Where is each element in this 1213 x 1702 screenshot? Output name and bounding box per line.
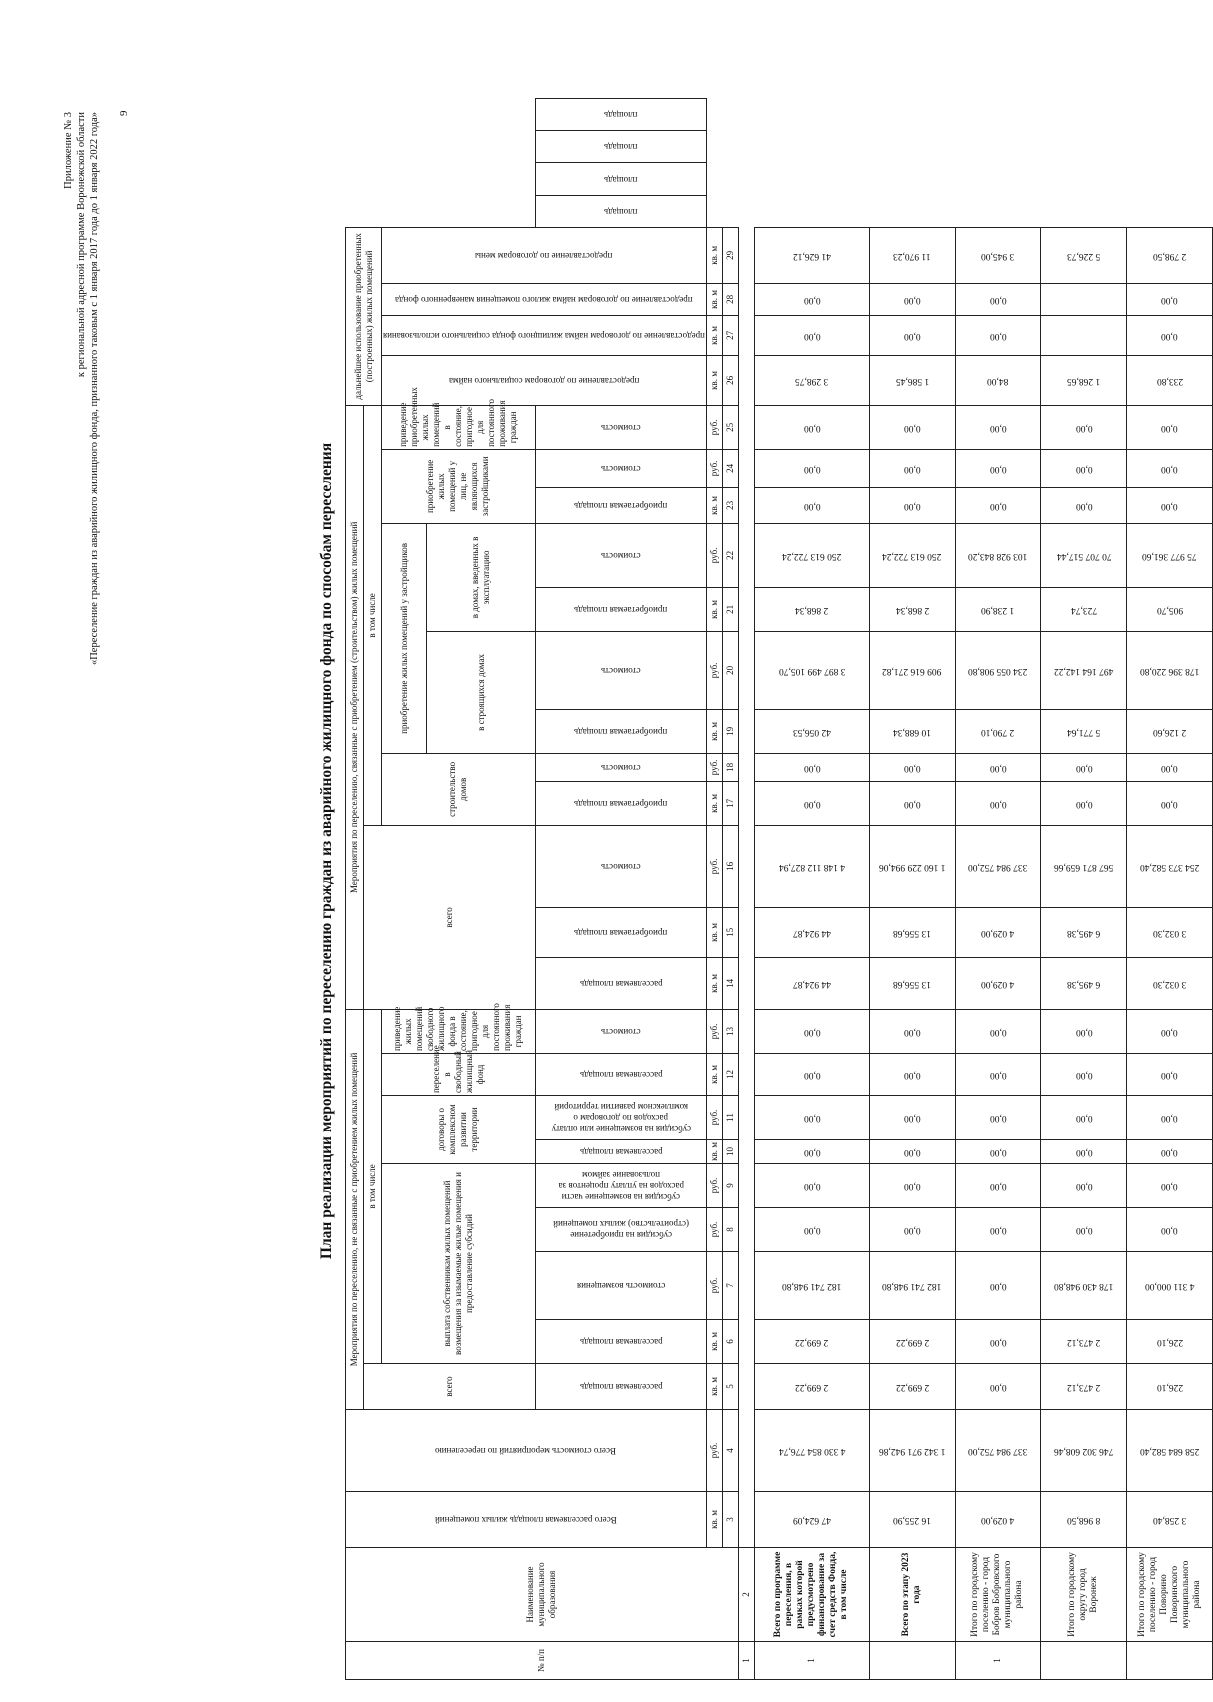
sub-c26: площадь <box>535 195 706 227</box>
sub-c22: стоимость <box>535 523 706 587</box>
row-number: 1 <box>755 1642 869 1680</box>
row-number: 1 <box>955 1642 1041 1680</box>
value-cell: 0,00 <box>1041 1140 1127 1164</box>
sub-c29: площадь <box>535 99 706 131</box>
header-purchase-persons: приобретение жилых помещений у лиц, не являющихся застройщиками <box>382 449 536 523</box>
value-cell: 10 688,34 <box>869 709 955 753</box>
column-number: 23 <box>722 487 738 523</box>
value-cell: 0,00 <box>1041 405 1127 449</box>
unit-c25: руб. <box>706 405 722 449</box>
unit-c29: кв. м <box>706 227 722 283</box>
value-cell: 4 330 854 776,74 <box>755 1410 869 1492</box>
sub-c28: площадь <box>535 131 706 163</box>
unit-c27: кв. м <box>706 315 722 355</box>
value-cell: 0,00 <box>1127 1054 1213 1096</box>
value-cell: 0,00 <box>755 1096 869 1140</box>
value-cell: 0,00 <box>755 753 869 781</box>
page-number: 9 <box>118 110 130 116</box>
sub-c17: приобретаемая площадь <box>535 781 706 825</box>
value-cell: 0,00 <box>955 487 1041 523</box>
value-cell: 258 684 582,40 <box>1127 1410 1213 1492</box>
column-number: 20 <box>722 631 738 709</box>
value-cell: 16 255,90 <box>869 1492 955 1548</box>
column-number: 19 <box>722 709 738 753</box>
column-number: 4 <box>722 1410 738 1492</box>
sub-c25: стоимость <box>535 405 706 449</box>
value-cell: 5 226,73 <box>1041 227 1127 283</box>
column-number: 8 <box>722 1208 738 1252</box>
value-cell: 0,00 <box>1041 1009 1127 1053</box>
value-cell: 0,00 <box>869 1096 955 1140</box>
column-number: 6 <box>722 1320 738 1364</box>
column-number: 28 <box>722 283 738 315</box>
value-cell: 0,00 <box>755 449 869 487</box>
column-number: 15 <box>722 907 738 957</box>
value-cell: 3 258,40 <box>1127 1492 1213 1548</box>
value-cell: 4 029,00 <box>955 907 1041 957</box>
value-cell: 2 699,22 <box>869 1320 955 1364</box>
value-cell: 233,80 <box>1127 355 1213 405</box>
unit-c13: руб. <box>706 1009 722 1053</box>
value-cell: 182 741 948,80 <box>755 1252 869 1320</box>
value-cell: 0,00 <box>755 405 869 449</box>
value-cell: 11 970,23 <box>869 227 955 283</box>
value-cell: 1 342 971 942,86 <box>869 1410 955 1492</box>
value-cell: 0,00 <box>869 315 955 355</box>
value-cell: 0,00 <box>955 1054 1041 1096</box>
value-cell: 2 473,12 <box>1041 1364 1127 1410</box>
value-cell: 4 311 000,00 <box>1127 1252 1213 1320</box>
value-cell: 1 238,90 <box>955 587 1041 631</box>
unit-c12: кв. м <box>706 1054 722 1096</box>
header-municipality: Наименование муниципального образования <box>346 1548 739 1642</box>
header-bring-purchased: приведение приобретенных жилых помещений в состояние, пригодное для постоянного проживания граждан <box>382 405 536 449</box>
value-cell: 0,00 <box>1127 449 1213 487</box>
appendix-header <box>62 112 101 1012</box>
unit-c8: руб. <box>706 1208 722 1252</box>
sub-c10: расселяемая площадь <box>535 1140 706 1164</box>
column-number: 9 <box>722 1164 738 1208</box>
sub-c7: стоимость возмещения <box>535 1252 706 1320</box>
sub-c8: субсидия на приобретение (строительство) жилых помещений <box>535 1208 706 1252</box>
sub-c11: субсидия на возмещение или оплату расходов по договорам о комплексном развитии территорий <box>535 1096 706 1140</box>
value-cell <box>1041 315 1127 355</box>
value-cell: 0,00 <box>869 449 955 487</box>
row-number <box>1127 1642 1213 1680</box>
sub-c12: расселяемая площадь <box>535 1054 706 1096</box>
header-related-including: в том числе <box>364 405 382 825</box>
value-cell: 0,00 <box>1127 1140 1213 1164</box>
table-header <box>346 99 739 1680</box>
unit-c14: кв. м <box>706 957 722 1009</box>
sub-c5: расселяемая площадь <box>535 1364 706 1410</box>
value-cell: 0,00 <box>955 781 1041 825</box>
value-cell: 0,00 <box>755 283 869 315</box>
value-cell: 0,00 <box>1127 1164 1213 1208</box>
header-social-lease: предоставление по договорам социального найма <box>382 355 707 405</box>
value-cell: 44 924,87 <box>755 957 869 1009</box>
value-cell: 0,00 <box>1041 1164 1127 1208</box>
value-cell: 723,74 <box>1041 587 1127 631</box>
value-cell: 0,00 <box>869 1164 955 1208</box>
value-cell: 0,00 <box>955 1009 1041 1053</box>
value-cell: 2 473,12 <box>1041 1320 1127 1364</box>
value-cell: 0,00 <box>1127 753 1213 781</box>
value-cell: 0,00 <box>955 1364 1041 1410</box>
value-cell: 84,00 <box>955 355 1041 405</box>
sub-c20: стоимость <box>535 631 706 709</box>
value-cell: 13 556,68 <box>869 957 955 1009</box>
value-cell: 250 613 722,24 <box>869 523 955 587</box>
header-total-cost: Всего стоимость мероприятий по переселению <box>346 1410 707 1492</box>
value-cell: 0,00 <box>1041 1096 1127 1140</box>
value-cell: 2 868,34 <box>869 587 955 631</box>
column-number: 29 <box>722 227 738 283</box>
value-cell: 178 430 948,80 <box>1041 1252 1127 1320</box>
value-cell: 4 148 112 827,94 <box>755 825 869 907</box>
value-cell: 746 302 608,46 <box>1041 1410 1127 1492</box>
municipality-name: Итого по городскому поселению - город Бобров Бобровского муниципального района <box>955 1548 1041 1642</box>
column-number: 12 <box>722 1054 738 1096</box>
value-cell: 0,00 <box>955 1208 1041 1252</box>
value-cell: 0,00 <box>955 449 1041 487</box>
unit-c23: кв. м <box>706 487 722 523</box>
value-cell: 3 945,00 <box>955 227 1041 283</box>
column-number: 25 <box>722 405 738 449</box>
header-related-total: всего <box>364 825 536 1009</box>
value-cell: 0,00 <box>1127 781 1213 825</box>
header-specialized-lease: предоставление по договорам найма жилищного фонда социального использования <box>382 315 707 355</box>
value-cell: 13 556,68 <box>869 907 955 957</box>
value-cell: 567 871 659,66 <box>1041 825 1127 907</box>
value-cell: 4 029,00 <box>955 957 1041 1009</box>
unit-c6: кв. м <box>706 1320 722 1364</box>
municipality-name: Всего по этапу 2023 года <box>869 1548 955 1642</box>
value-cell: 0,00 <box>755 315 869 355</box>
value-cell: 2 699,22 <box>755 1364 869 1410</box>
value-cell: 5 771,64 <box>1041 709 1127 753</box>
sub-c18: стоимость <box>535 753 706 781</box>
value-cell: 0,00 <box>755 1164 869 1208</box>
value-cell: 0,00 <box>1041 449 1127 487</box>
appendix-line-1: Приложение № 3 <box>63 112 74 189</box>
column-number: 18 <box>722 753 738 781</box>
value-cell: 70 707 517,44 <box>1041 523 1127 587</box>
value-cell: 3 032,30 <box>1127 907 1213 957</box>
value-cell: 0,00 <box>869 1009 955 1053</box>
value-cell: 0,00 <box>755 1140 869 1164</box>
header-in-operation: в домах, введенных в эксплуатацию <box>427 523 535 631</box>
header-not-related: Мероприятия по переселению, не связанные с приобретением жилых помещений <box>346 1009 364 1409</box>
value-cell: 0,00 <box>1127 283 1213 315</box>
unit-c26: кв. м <box>706 355 722 405</box>
value-cell: 0,00 <box>955 1140 1041 1164</box>
unit-c11: руб. <box>706 1096 722 1140</box>
value-cell: 0,00 <box>1041 1208 1127 1252</box>
value-cell: 0,00 <box>869 1140 955 1164</box>
value-cell: 0,00 <box>869 283 955 315</box>
value-cell: 2 699,22 <box>869 1364 955 1410</box>
value-cell: 0,00 <box>955 1164 1041 1208</box>
sub-c21: приобретаемая площадь <box>535 587 706 631</box>
municipality-name: Всего по программе переселения, в рамках которой предусмотрено финансирование за счет средств Фонда, в том числе <box>755 1548 869 1642</box>
value-cell: 0,00 <box>1041 753 1127 781</box>
value-cell: 75 977 361,60 <box>1127 523 1213 587</box>
sub-c14: расселяемая площадь <box>535 957 706 1009</box>
table-row <box>1127 99 1213 1680</box>
value-cell: 0,00 <box>869 405 955 449</box>
value-cell: 0,00 <box>1127 1096 1213 1140</box>
value-cell: 182 741 948,80 <box>869 1252 955 1320</box>
row-number <box>869 1642 955 1680</box>
value-cell: 42 056,53 <box>755 709 869 753</box>
value-cell: 6 495,38 <box>1041 957 1127 1009</box>
sub-c6: расселяемая площадь <box>535 1320 706 1364</box>
value-cell: 0,00 <box>755 1208 869 1252</box>
municipality-name: Итого по городскому округу город Воронеж <box>1041 1548 1127 1642</box>
value-cell: 0,00 <box>1041 1054 1127 1096</box>
unit-c21: кв. м <box>706 587 722 631</box>
sub-c27: площадь <box>535 163 706 195</box>
value-cell: 0,00 <box>1127 487 1213 523</box>
resettlement-plan-table <box>345 98 1213 1680</box>
column-number: 5 <box>722 1364 738 1410</box>
units-row <box>706 99 722 1680</box>
value-cell: 0,00 <box>955 753 1041 781</box>
sub-c15: приобретаемая площадь <box>535 907 706 957</box>
unit-c5: кв. м <box>706 1364 722 1410</box>
value-cell: 0,00 <box>755 1054 869 1096</box>
value-cell: 0,00 <box>1127 315 1213 355</box>
column-number: 13 <box>722 1009 738 1053</box>
unit-c28: кв. м <box>706 283 722 315</box>
header-compensation: выплата собственникам жилых помещений возмещения за изымаемые жилые помещения и предоставление субсидий <box>382 1164 536 1364</box>
sub-c19: приобретаемая площадь <box>535 709 706 753</box>
value-cell: 41 626,12 <box>755 227 869 283</box>
value-cell: 234 055 908,80 <box>955 631 1041 709</box>
appendix-line-3: «Переселение граждан из аварийного жилищного фонда, признанного таковым с 1 января 2017 года до 1 января 2022 года» <box>89 112 100 666</box>
value-cell: 1 268,65 <box>1041 355 1127 405</box>
value-cell: 0,00 <box>955 405 1041 449</box>
unit-c7: руб. <box>706 1252 722 1320</box>
column-number: 22 <box>722 523 738 587</box>
table-body <box>738 99 1212 1680</box>
value-cell: 226,10 <box>1127 1320 1213 1364</box>
column-number: 3 <box>722 1492 738 1548</box>
value-cell: 3 298,75 <box>755 355 869 405</box>
value-cell: 0,00 <box>955 1096 1041 1140</box>
unit-c18: руб. <box>706 753 722 781</box>
sub-c24: стоимость <box>535 449 706 487</box>
unit-c4: руб. <box>706 1410 722 1492</box>
value-cell <box>1041 283 1127 315</box>
value-cell: 0,00 <box>755 1009 869 1053</box>
value-cell: 178 396 220,80 <box>1127 631 1213 709</box>
table-row <box>869 99 955 1680</box>
unit-c15: кв. м <box>706 907 722 957</box>
header-total-area: Всего расселяемая площадь жилых помещений <box>346 1492 707 1548</box>
unit-c19: кв. м <box>706 709 722 753</box>
header-construction: строительство домов <box>382 753 536 825</box>
sub-c13: стоимость <box>535 1009 706 1053</box>
column-number: 11 <box>722 1096 738 1140</box>
column-number: 1 <box>738 1642 754 1680</box>
value-cell: 905,70 <box>1127 587 1213 631</box>
value-cell: 0,00 <box>1127 1208 1213 1252</box>
value-cell: 0,00 <box>869 753 955 781</box>
value-cell: 0,00 <box>955 315 1041 355</box>
value-cell: 1 586,45 <box>869 355 955 405</box>
value-cell: 909 616 271,82 <box>869 631 955 709</box>
column-number: 7 <box>722 1252 738 1320</box>
header-under-construction: в строящихся домах <box>427 631 535 753</box>
table-row <box>955 99 1041 1680</box>
value-cell: 0,00 <box>869 1208 955 1252</box>
value-cell: 2 868,34 <box>755 587 869 631</box>
value-cell: 2 790,10 <box>955 709 1041 753</box>
header-not-related-total: всего <box>364 1364 536 1410</box>
unit-c9: руб. <box>706 1164 722 1208</box>
header-not-related-including: в том числе <box>364 1009 382 1363</box>
column-number: 2 <box>738 1548 754 1642</box>
header-purchase-developers: приобретение жилых помещений у застройщиков <box>382 523 427 753</box>
sub-c23: приобретаемая площадь <box>535 487 706 523</box>
municipality-name: Итого по городскому поселению - город Поворино Поворинского муниципального района <box>1127 1548 1213 1642</box>
value-cell: 3 032,30 <box>1127 957 1213 1009</box>
value-cell: 3 897 499 105,70 <box>755 631 869 709</box>
table-row <box>755 99 869 1680</box>
value-cell: 47 624,09 <box>755 1492 869 1548</box>
value-cell: 0,00 <box>955 1320 1041 1364</box>
document-title: План реализации мероприятий по переселению граждан из аварийного жилищного фонда по способам переселения <box>318 442 335 1260</box>
column-number: 17 <box>722 781 738 825</box>
unit-c10: кв. м <box>706 1140 722 1164</box>
value-cell: 4 029,00 <box>955 1492 1041 1548</box>
value-cell: 0,00 <box>869 1054 955 1096</box>
column-number: 26 <box>722 355 738 405</box>
header-resettle-free: переселение в свободный жилищный фонд <box>382 1054 536 1096</box>
column-number: 24 <box>722 449 738 487</box>
column-numbers-row <box>722 99 738 1680</box>
header-development-contract: договоры о комплексном развитии территории <box>382 1096 536 1164</box>
header-num: № п/п <box>346 1642 739 1680</box>
value-cell: 0,00 <box>1127 405 1213 449</box>
column-number: 21 <box>722 587 738 631</box>
value-cell: 0,00 <box>955 283 1041 315</box>
value-cell: 0,00 <box>1041 781 1127 825</box>
header-bring-free: приведение жилых помещений свободного жилищного фонда в состояние, пригодное для постоянного проживания граждан <box>382 1009 536 1053</box>
unit-c3: кв. м <box>706 1492 722 1548</box>
value-cell: 0,00 <box>869 781 955 825</box>
row-number <box>1041 1642 1127 1680</box>
value-cell: 8 968,50 <box>1041 1492 1127 1548</box>
value-cell: 254 373 582,40 <box>1127 825 1213 907</box>
column-numbers-row-start <box>738 99 754 1680</box>
unit-c22: руб. <box>706 523 722 587</box>
header-other-lease: предоставление по договорам мены <box>382 227 707 283</box>
value-cell: 6 495,38 <box>1041 907 1127 957</box>
header-further-use: дальнейшее использование приобретенных (построенных) жилых помещений <box>346 227 382 405</box>
table-row <box>1041 99 1127 1680</box>
value-cell: 44 924,87 <box>755 907 869 957</box>
value-cell: 497 164 142,22 <box>1041 631 1127 709</box>
column-number: 16 <box>722 825 738 907</box>
unit-c16: руб. <box>706 825 722 907</box>
unit-c20: руб. <box>706 631 722 709</box>
value-cell: 0,00 <box>755 487 869 523</box>
value-cell: 226,10 <box>1127 1364 1213 1410</box>
value-cell: 0,00 <box>755 781 869 825</box>
spacer <box>738 227 754 1547</box>
value-cell: 2 798,50 <box>1127 227 1213 283</box>
sub-c9: субсидия на возмещение части расходов на уплату процентов за пользование займом <box>535 1164 706 1208</box>
value-cell: 0,00 <box>869 487 955 523</box>
value-cell: 0,00 <box>1127 1009 1213 1053</box>
header-related: Мероприятия по переселению, связанные с приобретением (строительством) жилых помещений <box>346 405 364 1009</box>
unit-c24: руб. <box>706 449 722 487</box>
column-number: 27 <box>722 315 738 355</box>
value-cell: 337 984 752,00 <box>955 825 1041 907</box>
unit-c17: кв. м <box>706 781 722 825</box>
value-cell: 2 126,60 <box>1127 709 1213 753</box>
value-cell: 103 928 843,20 <box>955 523 1041 587</box>
value-cell: 250 613 722,24 <box>755 523 869 587</box>
value-cell: 0,00 <box>955 1252 1041 1320</box>
column-number: 10 <box>722 1140 738 1164</box>
sub-c16: стоимость <box>535 825 706 907</box>
value-cell: 1 160 229 994,06 <box>869 825 955 907</box>
column-number: 14 <box>722 957 738 1009</box>
header-commercial-lease: предоставление по договорам найма жилого помещения маневренного фонда <box>382 283 707 315</box>
value-cell: 2 699,22 <box>755 1320 869 1364</box>
value-cell: 337 984 752,00 <box>955 1410 1041 1492</box>
value-cell: 0,00 <box>1041 487 1127 523</box>
appendix-line-2: к региональной адресной программе Воронежской области <box>76 112 87 378</box>
